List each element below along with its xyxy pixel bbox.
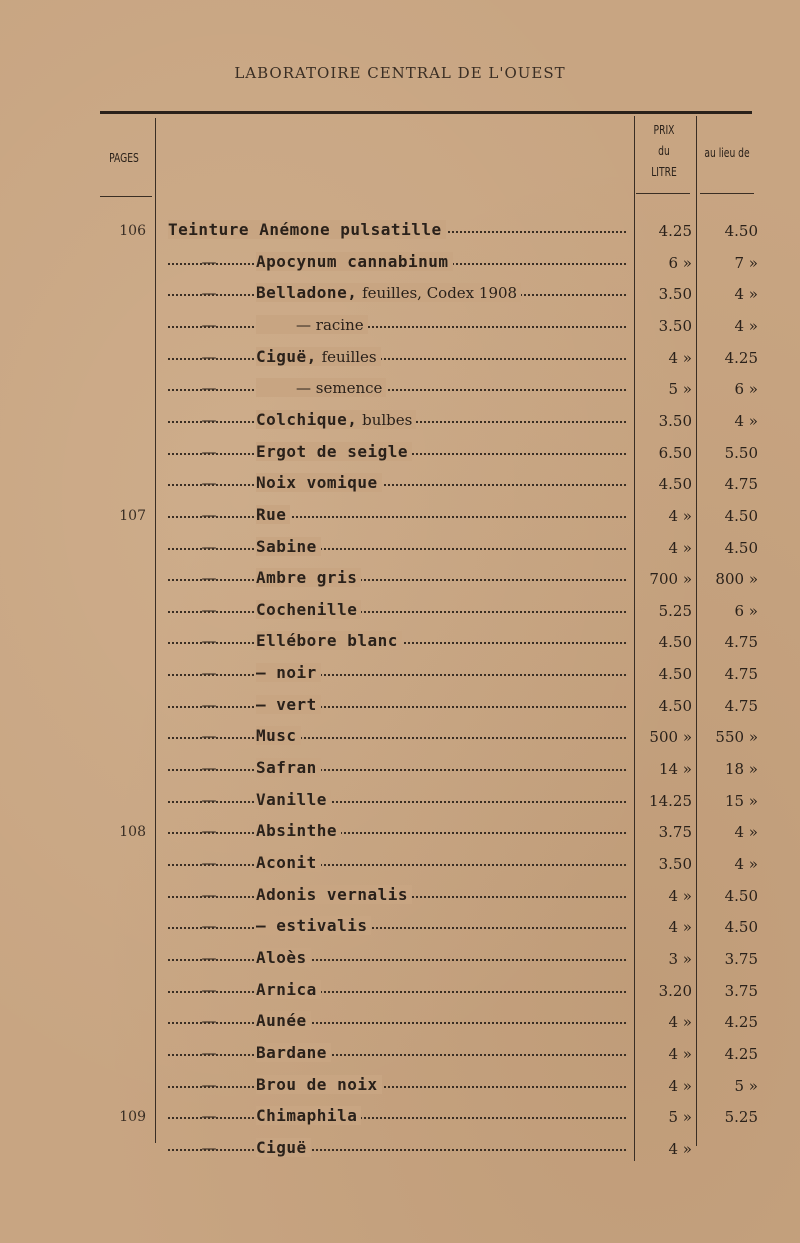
price-per-litre: 4.50 — [658, 475, 692, 494]
header-underline-prix — [636, 193, 690, 194]
ditto-dash: — — [201, 727, 217, 746]
table-row — [0, 215, 800, 247]
ditto-dash: — — [201, 315, 217, 334]
dot-leader — [168, 358, 626, 360]
price-per-litre: 4 » — [668, 1044, 692, 1063]
ditto-dash: — — [201, 442, 217, 461]
item-name-text — [256, 410, 416, 429]
item-name-main: Noix vomique — [256, 473, 378, 493]
table-row — [0, 468, 800, 500]
page-number: 107 — [119, 507, 146, 524]
item-name — [168, 473, 630, 492]
item-name-note: — racine — [296, 315, 364, 334]
item-name — [168, 885, 630, 904]
table-row — [0, 880, 800, 912]
page-number: 108 — [119, 824, 146, 841]
previous-price: 4 » — [734, 855, 758, 873]
table-row — [0, 816, 800, 848]
item-name-main: — noir — [256, 663, 317, 683]
item-name — [168, 790, 630, 809]
previous-price: 4 » — [734, 285, 758, 304]
item-name — [168, 442, 630, 461]
table-row — [0, 658, 800, 690]
item-name-main: — estivalis — [256, 916, 368, 936]
item-name-text — [256, 505, 290, 524]
item-name — [168, 283, 630, 302]
previous-price: 4.50 — [724, 538, 758, 557]
dot-leader — [168, 484, 626, 486]
price-per-litre: 4 » — [668, 1139, 692, 1158]
ditto-dash: — — [201, 790, 217, 809]
item-name-main: Rue — [256, 504, 287, 524]
table-row — [0, 247, 800, 279]
item-name — [168, 252, 630, 271]
previous-price: 18 » — [724, 760, 758, 779]
dot-leader — [168, 832, 626, 834]
dot-leader — [168, 389, 626, 391]
item-name-text — [256, 663, 321, 682]
dot-leader — [168, 326, 626, 328]
item-name-main: Vanille — [256, 789, 327, 809]
previous-price: 3.75 — [724, 981, 758, 1000]
item-name-text — [256, 821, 341, 840]
dot-leader — [168, 516, 626, 518]
item-name — [168, 695, 630, 714]
dot-leader — [168, 1117, 626, 1119]
page-number: 106 — [119, 223, 146, 239]
previous-price: 4.75 — [724, 633, 758, 652]
previous-price: 4 » — [734, 411, 758, 430]
item-name-main: Musc — [256, 726, 297, 746]
price-per-litre: 4 » — [668, 886, 692, 905]
table-row — [0, 1101, 800, 1133]
table-row — [0, 373, 800, 405]
item-name — [168, 631, 630, 650]
table-row — [0, 1070, 800, 1102]
header-rule — [100, 111, 752, 114]
previous-price: 4.75 — [724, 475, 758, 494]
item-name-text — [256, 473, 382, 492]
item-name — [168, 537, 630, 556]
item-name — [168, 410, 630, 429]
price-per-litre: 3.50 — [658, 316, 692, 335]
item-name — [168, 853, 630, 872]
table-row — [0, 690, 800, 722]
price-per-litre: 4 » — [668, 538, 692, 557]
column-header-prix-line1: PRIX — [653, 123, 675, 137]
item-name — [168, 378, 630, 397]
ditto-dash: — — [201, 1012, 217, 1031]
ditto-dash: — — [201, 980, 217, 999]
price-per-litre: 5 » — [668, 1108, 692, 1127]
price-per-litre: 4.50 — [658, 696, 692, 715]
item-name-text — [256, 631, 402, 650]
ditto-dash: — — [201, 347, 217, 366]
item-name-text — [256, 1011, 311, 1030]
ditto-dash: — — [201, 632, 217, 651]
table-row — [0, 1038, 800, 1070]
item-name-text — [256, 916, 371, 935]
dot-leader — [168, 769, 626, 771]
page-number: 109 — [119, 1109, 146, 1126]
item-name-text — [256, 885, 412, 904]
dot-leader — [168, 1086, 626, 1088]
item-name-main: Brou de noix — [256, 1074, 378, 1094]
price-per-litre: 4 » — [668, 348, 692, 367]
item-name — [168, 916, 630, 935]
item-name-main: Colchique, — [256, 409, 358, 429]
table-row — [0, 278, 800, 310]
table-row — [0, 626, 800, 658]
dot-leader — [168, 1149, 626, 1151]
item-name — [168, 1011, 630, 1030]
previous-price: 4.25 — [724, 1013, 758, 1032]
item-name-text — [168, 220, 446, 239]
previous-price: 4.25 — [724, 1044, 758, 1063]
item-name-text — [256, 695, 321, 714]
item-name-main: Belladone, — [256, 283, 358, 303]
column-header-au-lieu-de: au lieu de — [704, 146, 750, 160]
item-name — [168, 726, 630, 745]
item-prefix: Teinture — [168, 220, 260, 239]
ditto-dash: — — [201, 284, 217, 303]
ditto-dash: — — [201, 664, 217, 683]
previous-price: 4.25 — [724, 348, 758, 367]
dot-leader — [168, 1022, 626, 1024]
table-row — [0, 911, 800, 943]
price-per-litre: 4.50 — [658, 633, 692, 652]
running-head: LABORATOIRE CENTRAL DE L'OUEST — [234, 64, 566, 82]
price-per-litre: 700 » — [649, 570, 692, 589]
table-row — [0, 1006, 800, 1038]
price-per-litre: 3.50 — [658, 285, 692, 304]
ditto-dash: — — [201, 1138, 217, 1157]
item-name — [168, 505, 630, 524]
item-name-main: — vert — [256, 694, 317, 714]
previous-price: 3.75 — [724, 949, 758, 968]
item-name-main: Bardane — [256, 1042, 327, 1062]
table-row — [0, 975, 800, 1007]
item-name — [168, 1106, 630, 1125]
item-name-main: Ambre gris — [256, 568, 358, 588]
item-name-main: Anémone pulsatille — [259, 220, 442, 239]
item-name-text — [256, 790, 331, 809]
dot-leader — [168, 737, 626, 739]
price-per-litre: 5.25 — [658, 601, 692, 620]
table-row — [0, 721, 800, 753]
item-name-main: Ellébore blanc — [256, 631, 398, 651]
table-row — [0, 785, 800, 817]
dot-leader — [168, 864, 626, 866]
item-name-text — [256, 442, 412, 461]
header-underline-au-lieu-de — [700, 193, 754, 194]
dot-leader — [168, 959, 626, 961]
previous-price: 4.50 — [724, 506, 758, 525]
item-name-text — [256, 283, 521, 302]
previous-price: 4 » — [734, 823, 758, 842]
ditto-dash: — — [201, 854, 217, 872]
item-name-text — [256, 1043, 331, 1062]
item-name — [168, 568, 630, 587]
dot-leader — [168, 927, 626, 929]
table-row — [0, 310, 800, 342]
ditto-dash: — — [201, 569, 217, 588]
price-per-litre: 5 » — [668, 380, 692, 399]
ditto-dash: — — [201, 505, 217, 524]
item-name-main: Arnica — [256, 979, 317, 999]
column-header-prix-line2: du — [658, 144, 670, 158]
item-name — [168, 347, 630, 366]
previous-price: 4.50 — [724, 918, 758, 937]
item-name-main: Aconit — [256, 853, 317, 872]
price-per-litre: 6 » — [668, 253, 692, 272]
item-name-note: feuilles — [316, 347, 377, 366]
item-name — [168, 758, 630, 777]
item-name-main: Absinthe — [256, 821, 338, 841]
ditto-dash: — — [201, 885, 217, 904]
item-name-note: feuilles, Codex 1908 — [357, 284, 518, 303]
item-name — [168, 600, 630, 619]
price-per-litre: 6.50 — [658, 443, 692, 462]
price-per-litre: 4.25 — [658, 222, 692, 240]
previous-price: 800 » — [715, 570, 758, 589]
item-name-text — [256, 315, 368, 334]
column-header-prix-line3: LITRE — [651, 165, 677, 179]
price-per-litre: 500 » — [649, 728, 692, 747]
item-name-text — [256, 1075, 382, 1094]
item-name — [168, 1138, 630, 1157]
ditto-dash: — — [201, 1107, 217, 1126]
item-name-main: Cochenille — [256, 599, 358, 619]
previous-price: 5 » — [734, 1076, 758, 1095]
table-row — [0, 753, 800, 785]
price-per-litre: 14.25 — [649, 791, 692, 810]
previous-price: 4.50 — [724, 222, 758, 240]
item-name-text — [256, 726, 301, 745]
dot-leader — [168, 1054, 626, 1056]
price-per-litre: 4 » — [668, 1076, 692, 1095]
item-name-text — [256, 1138, 311, 1157]
item-name-text — [256, 600, 361, 619]
item-name — [168, 220, 630, 239]
ditto-dash: — — [201, 948, 217, 967]
item-name-main: Apocynum cannabinum — [256, 251, 449, 271]
item-name-main: Aunée — [256, 1011, 307, 1031]
price-per-litre: 3.75 — [658, 823, 692, 842]
item-name-text — [256, 537, 321, 556]
dot-leader — [168, 706, 626, 708]
item-name-text — [256, 252, 453, 271]
table-row — [0, 1133, 800, 1165]
price-per-litre: 14 » — [658, 760, 692, 779]
column-header-prix — [639, 120, 690, 183]
item-name — [168, 1043, 630, 1062]
previous-price: 15 » — [724, 791, 758, 810]
ditto-dash: — — [201, 917, 217, 936]
ditto-dash: — — [201, 252, 217, 271]
item-name — [168, 663, 630, 682]
price-per-litre: 4 » — [668, 918, 692, 937]
previous-price: 4.50 — [724, 886, 758, 905]
item-name-note: bulbes — [357, 410, 413, 429]
table-row — [0, 437, 800, 469]
dot-leader — [168, 548, 626, 550]
ditto-dash: — — [201, 695, 217, 714]
price-per-litre: 3.20 — [658, 981, 692, 1000]
item-name-text — [256, 347, 381, 366]
ditto-dash: — — [201, 537, 217, 556]
ditto-dash: — — [201, 379, 217, 398]
previous-price: 6 » — [734, 601, 758, 620]
table-row — [0, 405, 800, 437]
item-name-text — [256, 568, 361, 587]
dot-leader — [168, 611, 626, 613]
item-name-main: Ergot de seigle — [256, 441, 408, 461]
ditto-dash: — — [201, 410, 217, 429]
dot-leader — [168, 991, 626, 993]
ditto-dash: — — [201, 822, 217, 841]
column-header-pages: PAGES — [109, 151, 139, 165]
item-name — [168, 948, 630, 967]
previous-price: 7 » — [734, 253, 758, 272]
item-name-text — [256, 980, 321, 999]
item-name-text — [256, 758, 321, 777]
table-row — [0, 500, 800, 532]
previous-price: 5.50 — [724, 443, 758, 462]
ditto-dash: — — [201, 759, 217, 778]
table-row — [0, 848, 800, 880]
price-per-litre: 4.50 — [658, 665, 692, 684]
previous-price: 4 » — [734, 316, 758, 335]
ditto-dash: — — [201, 1075, 217, 1094]
table-row — [0, 943, 800, 975]
price-per-litre: 4 » — [668, 506, 692, 525]
price-per-litre: 3 » — [668, 949, 692, 968]
header-underline-pages — [100, 196, 152, 197]
item-name-main: Ciguë, — [256, 346, 317, 366]
item-name — [168, 315, 630, 334]
item-name-text — [256, 378, 386, 397]
item-name-main: Sabine — [256, 536, 317, 556]
ditto-dash: — — [201, 1043, 217, 1062]
price-per-litre: 3.50 — [658, 855, 692, 873]
item-name-main: Adonis vernalis — [256, 884, 408, 904]
table-row — [0, 532, 800, 564]
item-name-main: Safran — [256, 758, 317, 778]
dot-leader — [168, 674, 626, 676]
item-name — [168, 821, 630, 840]
table-row — [0, 563, 800, 595]
item-name-text — [256, 948, 311, 967]
previous-price: 4.75 — [724, 665, 758, 684]
item-name-note: — semence — [296, 379, 383, 398]
item-name — [168, 1075, 630, 1094]
ditto-dash: — — [201, 474, 217, 493]
price-per-litre: 3.50 — [658, 411, 692, 430]
item-name-text — [256, 853, 321, 872]
item-name-main: Aloès — [256, 947, 307, 967]
item-name-main: Chimaphila — [256, 1106, 358, 1126]
table-row — [0, 595, 800, 627]
previous-price: 550 » — [715, 728, 758, 747]
ditto-dash: — — [201, 600, 217, 619]
previous-price: 5.25 — [724, 1108, 758, 1127]
dot-leader — [168, 801, 626, 803]
item-name — [168, 980, 630, 999]
item-name-main: Ciguë — [256, 1137, 307, 1157]
price-per-litre: 4 » — [668, 1013, 692, 1032]
previous-price: 4.75 — [724, 696, 758, 715]
item-name-text — [256, 1106, 361, 1125]
previous-price: 6 » — [734, 380, 758, 399]
dot-leader — [168, 579, 626, 581]
table-row — [0, 342, 800, 374]
